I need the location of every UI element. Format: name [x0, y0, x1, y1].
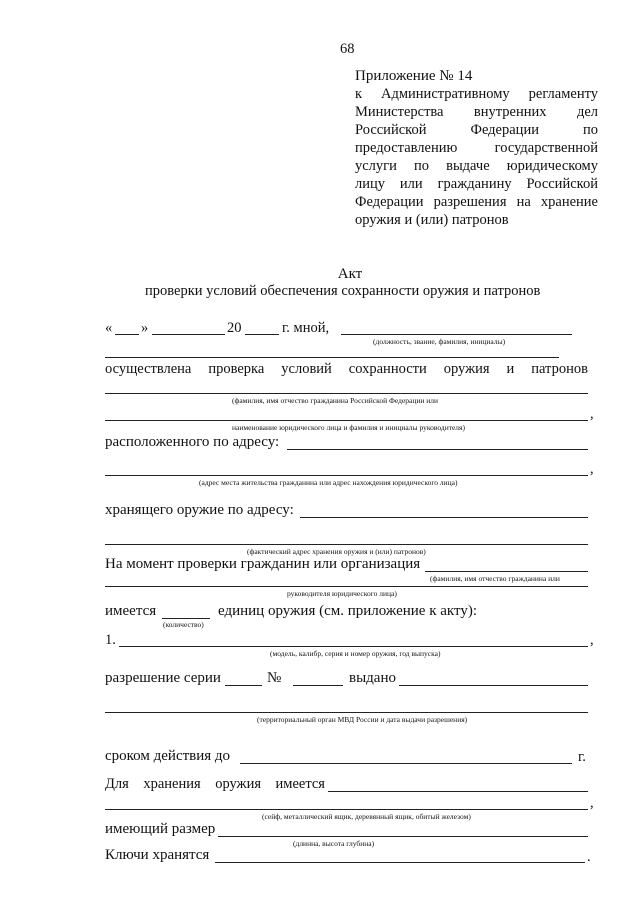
appendix-line: Российской Федерации по	[355, 122, 598, 138]
storage-address-line-2[interactable]	[105, 544, 588, 545]
located-address-line-2[interactable]	[105, 475, 588, 476]
issued-by-line-2[interactable]	[105, 712, 588, 713]
weapon-model-line[interactable]	[119, 646, 588, 647]
date-me-label: г. мной,	[282, 320, 330, 336]
storage-means-line[interactable]	[328, 791, 588, 792]
located-label: расположенного по адресу:	[105, 434, 280, 450]
date-quote-open: «	[105, 320, 113, 336]
keys-label: Ключи хранятся	[105, 847, 210, 863]
org-field-line[interactable]	[105, 420, 588, 421]
appendix-line: Министерства внутренних дел	[355, 104, 598, 120]
comma: ,	[590, 795, 594, 811]
act-subtitle: проверки условий обеспечения сохранности оружия и патронов	[145, 283, 541, 299]
hint-citizen: (фамилия, имя отчество гражданина Российской Федерации или	[232, 396, 439, 405]
hint-fio: (фамилия, имя отчество гражданина или	[430, 574, 560, 583]
appendix-line: Федерации разрешения на хранение	[355, 194, 598, 210]
quantity-field-line[interactable]	[162, 618, 210, 619]
inspector-field-line[interactable]	[105, 357, 559, 358]
comma: ,	[590, 632, 594, 648]
appendix-title: Приложение № 14	[355, 68, 473, 84]
appendix-line: к Административному регламенту	[355, 86, 598, 102]
person-field-line[interactable]	[425, 571, 588, 572]
hint-safe: (сейф, металлический ящик, деревянный ящик, обитый железом)	[262, 812, 471, 821]
check-performed-text: осуществлена проверка условий сохранности оружия и патронов	[105, 361, 588, 377]
hint-org: наименование юридического лица и фамилия и инициалы руководителя)	[232, 423, 466, 432]
position-field-line[interactable]	[341, 334, 572, 335]
permit-no-label: №	[267, 670, 282, 686]
storage-means-line-2[interactable]	[105, 809, 588, 810]
comma: ,	[590, 461, 594, 477]
act-title: Акт	[337, 266, 363, 282]
hint-model: (модель, калибр, серия и номер оружия, год выпуска)	[270, 649, 441, 658]
storage-address-line[interactable]	[300, 517, 588, 518]
item-number: 1.	[105, 632, 116, 648]
hint-storage: (фактический адрес хранения оружия и (или) патронов)	[247, 547, 426, 556]
keys-field-line[interactable]	[215, 862, 585, 863]
appendix-line: услуги по выдаче юридическому	[355, 158, 598, 174]
citizen-field-line[interactable]	[105, 393, 588, 394]
hint-size: (длинна, высота глубина)	[293, 839, 375, 848]
permit-number-line[interactable]	[293, 685, 343, 686]
year-field-line[interactable]	[245, 334, 279, 335]
hint-address: (адрес места жительства гражданина или адрес нахождения юридического лица)	[199, 478, 458, 487]
year-suffix: г.	[578, 749, 586, 765]
permit-series-line[interactable]	[225, 685, 262, 686]
issued-label: выдано	[349, 670, 396, 686]
date-quote-close: »	[141, 320, 149, 336]
date-year-prefix: 20	[227, 320, 242, 336]
located-address-line[interactable]	[287, 449, 588, 450]
hint-head: руководителя юридического лица)	[287, 589, 397, 598]
person-field-line-2[interactable]	[105, 586, 588, 587]
units-label: единиц оружия (см. приложение к акту):	[218, 603, 477, 619]
hint-authority: (территориальный орган МВД России и дата выдачи разрешения)	[257, 715, 468, 724]
issued-by-line[interactable]	[399, 685, 588, 686]
comma: ,	[590, 406, 594, 422]
size-label: имеющий размер	[105, 821, 216, 837]
moment-label: На момент проверки гражданин или организация	[105, 556, 421, 572]
validity-date-line[interactable]	[240, 763, 572, 764]
appendix-line: предоставлению государственной	[355, 140, 598, 156]
month-field-line[interactable]	[152, 334, 225, 335]
appendix-line: оружия и (или) патронов	[355, 212, 509, 228]
period: .	[587, 849, 591, 865]
day-field-line[interactable]	[115, 334, 139, 335]
appendix-line: лицу или гражданину Российской	[355, 176, 598, 192]
permit-label: разрешение серии	[105, 670, 221, 686]
validity-label: сроком действия до	[105, 748, 231, 764]
storing-label: хранящего оружие по адресу:	[105, 502, 294, 518]
hint-position: (должность, звание, фамилия, инициалы)	[373, 337, 506, 346]
has-label: имеется	[105, 603, 157, 619]
size-field-line[interactable]	[218, 836, 588, 837]
storage-label: Для хранения оружия имеется	[105, 776, 325, 792]
page-number: 68	[340, 41, 355, 57]
hint-qty: (количество)	[163, 620, 204, 629]
